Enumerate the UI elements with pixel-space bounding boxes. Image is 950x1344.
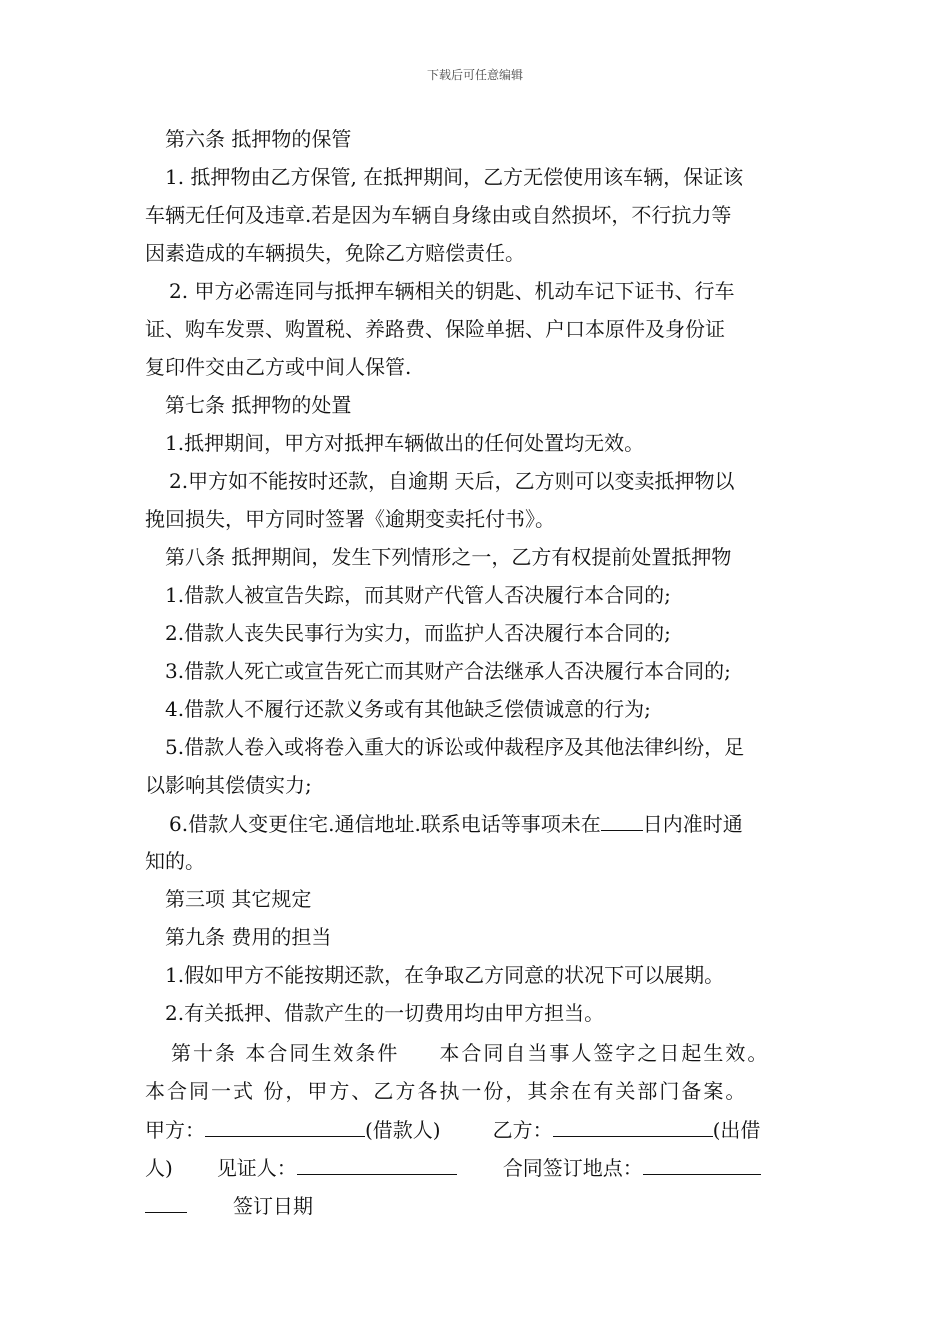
contract-body [145,120,810,1224]
article-6-para-2-line-1: 2. 甲方必需连同与抵押车辆相关的钥匙、机动车记下证书、行车 [169,279,735,303]
article-7-para-2-line-2: 挽回损失，甲方同时签署《逾期变卖托付书》。 [145,507,555,531]
article-8-item-4: 4.借款人不履行还款义务或有其他缺乏偿债诚意的行为; [165,697,651,721]
article-7-para-2-line-1: 2.甲方如不能按时还款，自逾期 天后，乙方则可以变卖抵押物以 [169,469,735,493]
article-8-item-1: 1.借款人被宣告失踪，而其财产代管人否决履行本合同的; [165,583,671,607]
party-b-role-b: 人) [145,1156,173,1180]
article-8-item-6-line-2: 知的。 [145,849,205,873]
signing-date-label: 签订日期 [233,1194,313,1218]
article-6-title: 第六条 抵押物的保管 [165,127,352,151]
witness-blank [297,1148,457,1175]
article-6-para-2-line-3: 复印件交由乙方或中间人保管. [145,355,412,379]
article-7-title: 第七条 抵押物的处置 [165,393,352,417]
article-6-para-1-line-1: 1. 抵押物由乙方保管, 在抵押期间，乙方无偿使用该车辆，保证该 [165,165,744,189]
article-10-copies: 本合同一式 份，甲方、乙方各执一份，其余在有关部门备案。 [145,1079,748,1103]
article-6-para-1-line-2: 车辆无任何及违章.若是因为车辆自身缘由或自然损坏，不行抗力等 [145,203,732,227]
article-8-item-6-text-b: 日内准时通 [642,812,743,836]
article-6-para-1-line-3: 因素造成的车辆损失，免除乙方赔偿责任。 [145,241,525,265]
signature-line-3 [145,1186,810,1224]
article-8-item-3: 3.借款人死亡或宣告死亡而其财产合法继承人否决履行本合同的; [165,659,731,683]
article-8-item-6-text-a: 6.借款人变更住宅.通信地址.联系电话等事项未在 [169,812,601,836]
party-a-role: (借款人) [365,1118,441,1142]
article-10-line-1 [145,1034,810,1072]
signing-place-blank [643,1148,761,1175]
article-10-effect: 本合同自当事人签字之日起生效。 [439,1041,770,1065]
article-8-title: 第八条 抵押期间，发生下列情形之一，乙方有权提前处置抵押物 [165,545,732,569]
party-b-role-a: (出借 [712,1118,761,1142]
page-header-note: 下载后可任意编辑 [426,68,523,82]
signature-line-1 [145,1110,810,1148]
witness-label: 见证人： [216,1156,297,1180]
article-8-item-2: 2.借款人丧失民事行为实力，而监护人否决履行本合同的; [165,621,671,645]
signing-place-label: 合同签订地点： [502,1156,643,1180]
article-10-title: 第十条 本合同生效条件 [171,1041,400,1065]
party-a-blank [205,1110,365,1137]
signing-place-blank-cont [145,1186,187,1213]
article-6-para-2-line-2: 证、购车发票、购置税、养路费、保险单据、户口本原件及身份证 [145,317,725,341]
article-8-item-6-line-1 [145,804,810,842]
article-9-title: 第九条 费用的担当 [165,925,332,949]
article-8-item-5-line-1: 5.借款人卷入或将卷入重大的诉讼或仲裁程序及其他法律纠纷，足 [165,735,745,759]
article-9-para-1: 1.假如甲方不能按期还款，在争取乙方同意的状况下可以展期。 [165,963,725,987]
party-b-label: 乙方： [492,1118,553,1142]
party-a-label: 甲方： [145,1118,205,1142]
article-8-item-5-line-2: 以影响其偿债实力; [145,773,312,797]
signature-line-2 [145,1148,810,1186]
party-b-blank [553,1110,713,1137]
article-7-para-1: 1.抵押期间，甲方对抵押车辆做出的任何处置均无效。 [165,431,645,455]
section-3-title: 第三项 其它规定 [165,887,312,911]
days-blank [601,804,643,831]
article-9-para-2: 2.有关抵押、借款产生的一切费用均由甲方担当。 [165,1001,605,1025]
